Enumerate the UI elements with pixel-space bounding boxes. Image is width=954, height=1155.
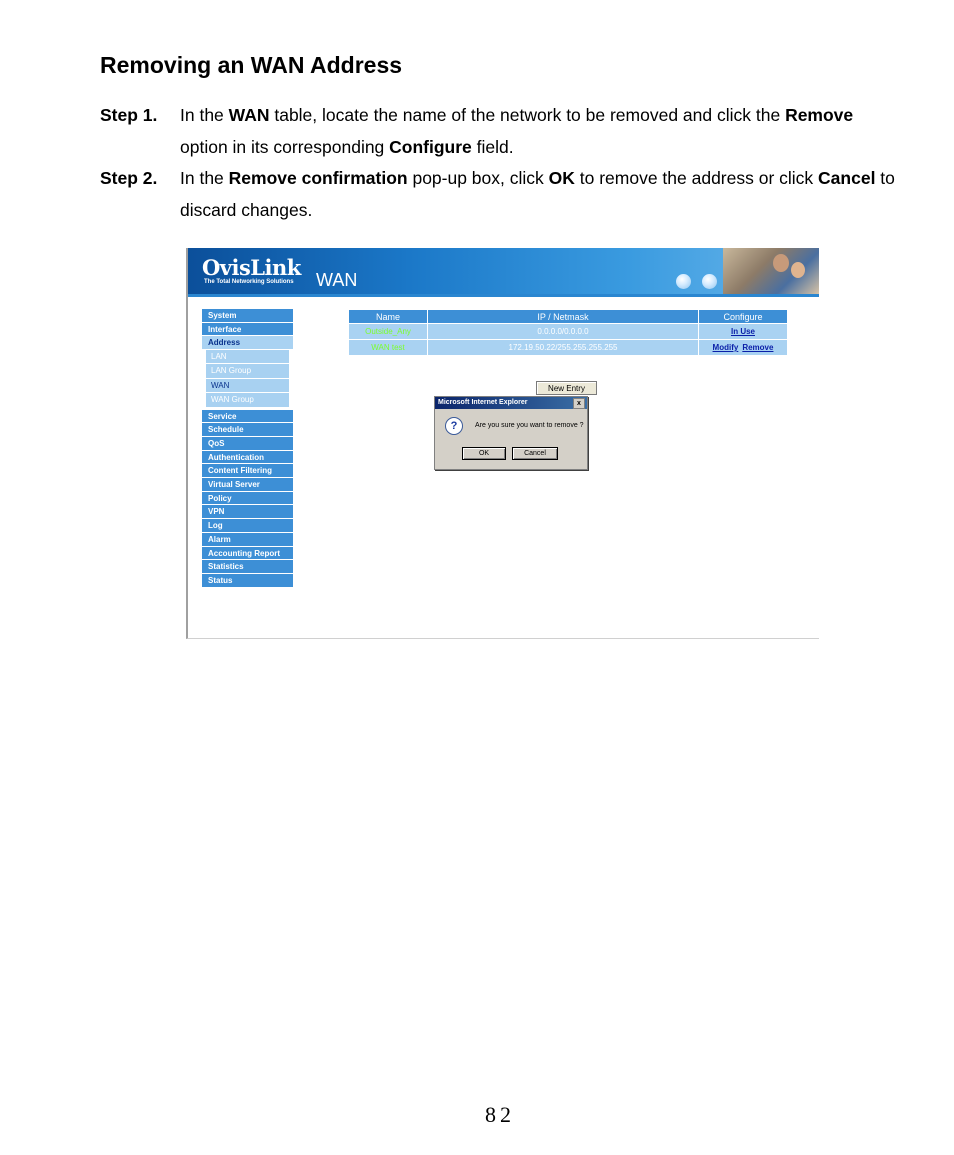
globe-icon bbox=[702, 274, 717, 289]
menu-item-interface[interactable]: Interface bbox=[202, 323, 293, 337]
table-row bbox=[349, 324, 788, 340]
menu-item-alarm[interactable]: Alarm bbox=[202, 533, 293, 547]
menu-item-schedule[interactable]: Schedule bbox=[202, 423, 293, 437]
menu-item-authentication[interactable]: Authentication bbox=[202, 451, 293, 465]
row-name: WAN test bbox=[349, 340, 428, 356]
submenu-item-wan-group[interactable]: WAN Group bbox=[206, 393, 289, 407]
modify-link[interactable]: Modify bbox=[712, 343, 739, 352]
menu-item-system[interactable]: System bbox=[202, 309, 293, 323]
wan-address-table bbox=[348, 309, 788, 356]
close-icon[interactable]: x bbox=[573, 398, 585, 409]
new-entry-button[interactable]: New Entry bbox=[536, 381, 597, 395]
question-icon: ? bbox=[445, 417, 463, 435]
column-header-name: Name bbox=[349, 310, 428, 324]
column-header-configure: Configure bbox=[699, 310, 788, 324]
table-row bbox=[349, 340, 788, 356]
menu-item-address[interactable]: Address bbox=[202, 336, 293, 350]
menu-item-status[interactable]: Status bbox=[202, 574, 293, 588]
menu-item-accounting-report[interactable]: Accounting Report bbox=[202, 547, 293, 561]
menu-item-qos[interactable]: QoS bbox=[202, 437, 293, 451]
brand-logo: OvisLink bbox=[202, 255, 301, 280]
menu-item-service[interactable]: Service bbox=[202, 410, 293, 424]
row-ip: 172.19.50.22/255.255.255.255 bbox=[428, 340, 699, 356]
menu-item-policy[interactable]: Policy bbox=[202, 492, 293, 506]
in-use-link[interactable]: In Use bbox=[730, 327, 755, 336]
remove-confirmation-dialog bbox=[434, 396, 588, 470]
page-title: WAN bbox=[316, 270, 358, 290]
page-number: 82 bbox=[485, 1102, 515, 1127]
row-configure bbox=[699, 340, 788, 356]
router-ui-screenshot bbox=[186, 248, 819, 639]
header-banner bbox=[188, 248, 819, 294]
menu-item-content-filtering[interactable]: Content Filtering bbox=[202, 464, 293, 478]
sidebar-menu bbox=[202, 309, 293, 588]
row-ip: 0.0.0.0/0.0.0.0 bbox=[428, 324, 699, 340]
row-name: Outside_Any bbox=[349, 324, 428, 340]
step-label: Step 1. bbox=[100, 105, 158, 125]
dialog-title: Microsoft Internet Explorer bbox=[438, 399, 528, 406]
menu-item-virtual-server[interactable]: Virtual Server bbox=[202, 478, 293, 492]
address-submenu bbox=[206, 350, 289, 408]
banner-photo bbox=[723, 248, 819, 294]
table-header-row bbox=[349, 310, 788, 324]
step-text: In the Remove confirmation pop-up box, click OK to remove the address or click Cancel to discard changes. bbox=[180, 168, 895, 220]
ok-button[interactable]: OK bbox=[462, 447, 506, 460]
dialog-title-bar bbox=[435, 397, 587, 409]
step-text: In the WAN table, locate the name of the network to be removed and click the Remove option in its corresponding Configure field. bbox=[180, 105, 854, 157]
menu-item-log[interactable]: Log bbox=[202, 519, 293, 533]
step-label: Step 2. bbox=[100, 168, 158, 188]
globe-icon bbox=[676, 274, 691, 289]
brand-tagline: The Total Networking Solutions bbox=[204, 279, 294, 285]
remove-link[interactable]: Remove bbox=[742, 343, 774, 352]
row-configure bbox=[699, 324, 788, 340]
menu-item-vpn[interactable]: VPN bbox=[202, 505, 293, 519]
dialog-message: Are you sure you want to remove ? bbox=[475, 422, 584, 429]
submenu-item-wan[interactable]: WAN bbox=[206, 379, 289, 393]
submenu-item-lan[interactable]: LAN bbox=[206, 350, 289, 364]
section-heading: Removing an WAN Address bbox=[100, 52, 403, 78]
menu-item-statistics[interactable]: Statistics bbox=[202, 560, 293, 574]
cancel-button[interactable]: Cancel bbox=[512, 447, 558, 460]
submenu-item-lan-group[interactable]: LAN Group bbox=[206, 364, 289, 378]
column-header-ip: IP / Netmask bbox=[428, 310, 699, 324]
